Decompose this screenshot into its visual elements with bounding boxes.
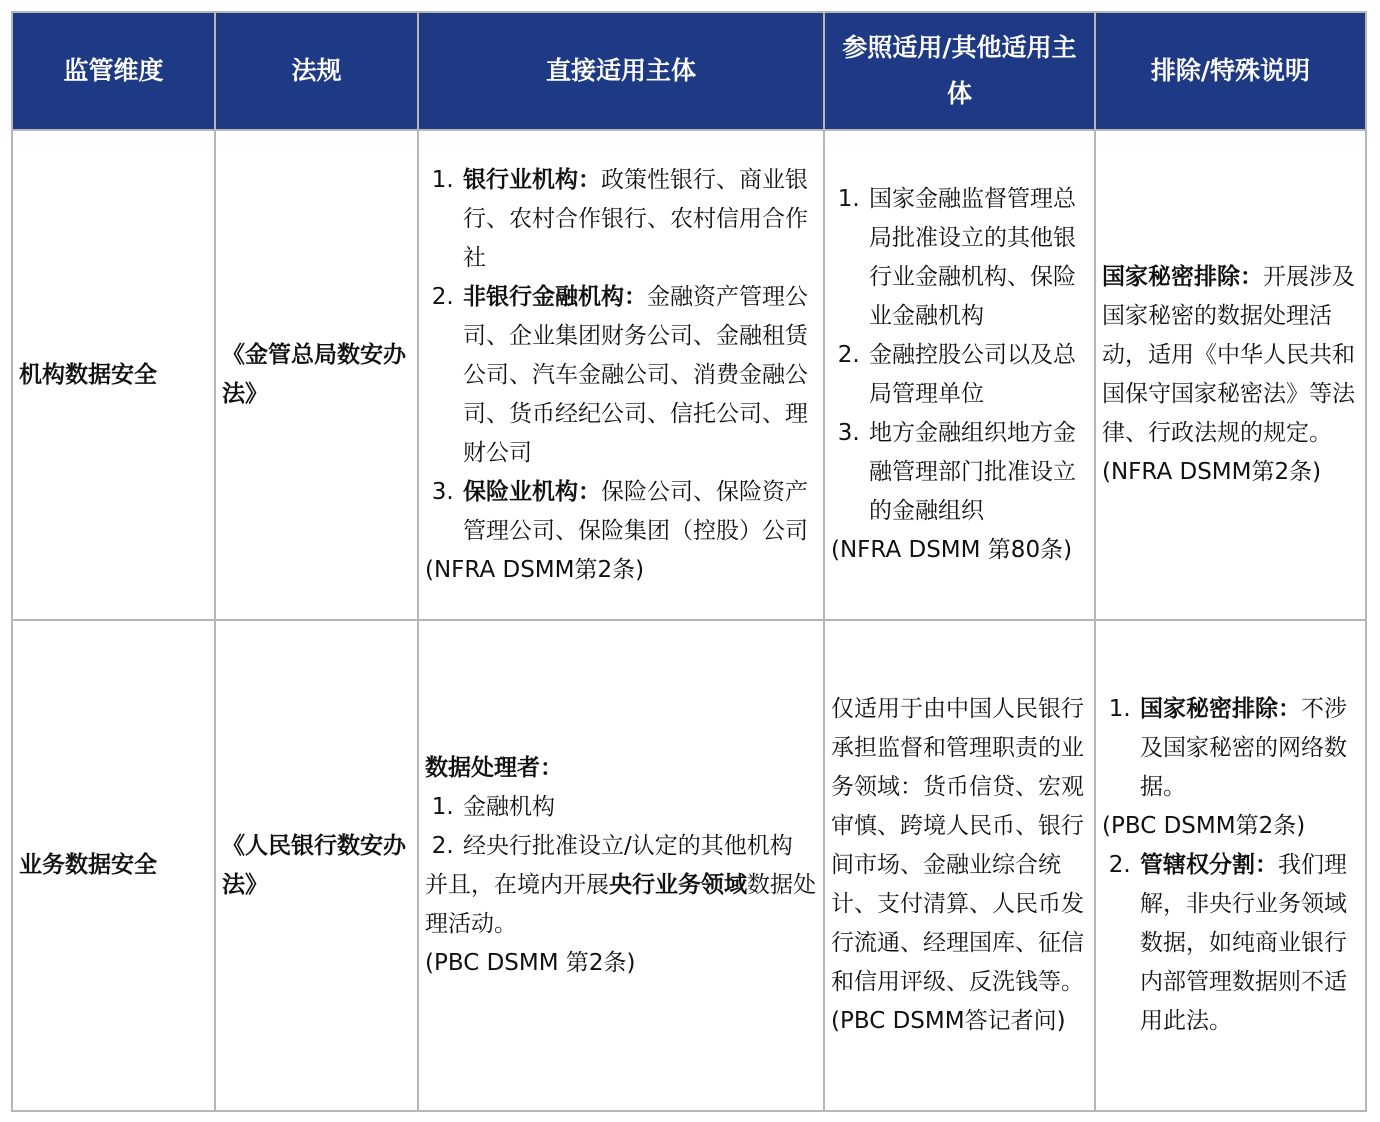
list-item [461, 278, 817, 473]
list-item [1138, 690, 1359, 807]
header-row [12, 12, 1366, 130]
citation: (PBC DSMM第2条) [1102, 813, 1306, 839]
law-cell: 《人民银行数安办法》 [215, 620, 418, 1111]
scope-text: 数据处理活动。 [425, 871, 816, 937]
header-law: 法规 [215, 12, 418, 130]
header-direct-subjects: 直接适用主体 [418, 12, 824, 130]
direct-subjects-cell [418, 130, 824, 620]
header-exclusion: 排除/特殊说明 [1095, 12, 1366, 130]
exclusion-title: 国家秘密排除： [1102, 264, 1263, 290]
citation: (PBC DSMM 第2条) [425, 949, 636, 976]
direct-subjects-list [425, 161, 817, 551]
regulation-table [11, 11, 1367, 1112]
dimension-cell: 业务数据安全 [12, 620, 215, 1111]
exclusion-cell [1095, 620, 1366, 1111]
reference-subjects-list [831, 180, 1088, 531]
item-title: 国家秘密排除： [1140, 696, 1301, 722]
reference-subjects-cell [824, 620, 1095, 1111]
exclusion-text: 开展涉及国家秘密的数据处理活动，适用《中华人民共和国保守国家秘密法》等法律、行政法规的规定。 [1102, 264, 1355, 446]
citation: (NFRA DSMM第2条) [425, 556, 645, 583]
header-reference-subjects: 参照适用/其他适用主体 [824, 12, 1095, 130]
item-text: 我们理解，非央行业务领域数据，如纯商业银行内部管理数据则不适用此法。 [1140, 852, 1347, 1034]
scope-highlight: 央行业务领域 [609, 871, 747, 898]
direct-subjects-list [425, 788, 817, 866]
item-text: 政策性银行、商业银行、农村合作银行、农村信用合作社 [463, 166, 808, 271]
item-title: 银行业机构： [463, 166, 601, 193]
item-text: 保险公司、保险资产管理公司、保险集团（控股）公司 [463, 478, 808, 544]
dimension-cell: 机构数据安全 [12, 130, 215, 620]
item-title: 非银行金融机构： [463, 283, 647, 310]
exclusion-cell [1095, 130, 1366, 620]
header-dimension: 监管维度 [12, 12, 215, 130]
item-text: 金融资产管理公司、企业集团财务公司、金融租赁公司、汽车金融公司、消费金融公司、货币经纪公司、信托公司、理财公司 [463, 283, 808, 466]
table-row [12, 130, 1366, 620]
list-item: 2. 金融控股公司以及总局管理单位 [867, 336, 1088, 414]
scope-condition [425, 866, 817, 944]
list-item [1138, 846, 1359, 1041]
list-item: 3. 地方金融组织地方金融管理部门批准设立的金融组织 [867, 414, 1088, 531]
list-item [461, 161, 817, 278]
reference-text: 仅适用于由中国人民银行承担监督和管理职责的业务领域：货币信贷、宏观审慎、跨境人民币、银行间市场、金融业综合统计、支付清算、人民币发行流通、经理国库、征信和信用评级、反洗钱等。 [831, 696, 1084, 995]
reference-subjects-cell [824, 130, 1095, 620]
table-row [12, 620, 1366, 1111]
exclusion-list [1102, 846, 1359, 1041]
item-title: 管辖权分割： [1140, 852, 1278, 878]
direct-subjects-cell [418, 620, 824, 1111]
data-processor-label: 数据处理者： [425, 754, 563, 781]
citation: (NFRA DSMM 第80条) [831, 537, 1073, 563]
item-title: 保险业机构： [463, 478, 601, 505]
list-item: 2. 经央行批准设立/认定的其他机构 [461, 827, 817, 866]
scope-text: 并且，在境内开展 [425, 871, 609, 898]
law-cell: 《金管总局数安办法》 [215, 130, 418, 620]
list-item [461, 473, 817, 551]
citation: (NFRA DSMM第2条) [1102, 459, 1322, 485]
item-text: 不涉及国家秘密的网络数据。 [1140, 696, 1347, 800]
citation: (PBC DSMM答记者问) [831, 1008, 1066, 1034]
list-item: 1. 国家金融监督管理总局批准设立的其他银行业金融机构、保险业金融机构 [867, 180, 1088, 336]
exclusion-list [1102, 690, 1359, 807]
list-item: 1. 金融机构 [461, 788, 817, 827]
